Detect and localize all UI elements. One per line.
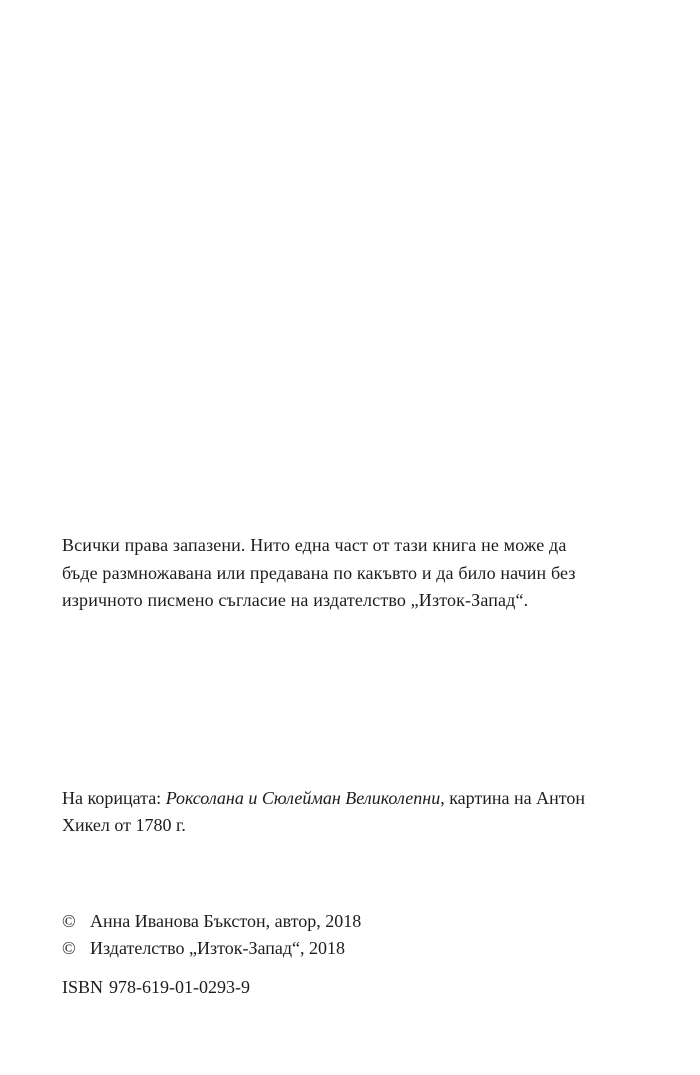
- cover-artwork-title: Роксолана и Сюлейман Великолепни: [165, 788, 441, 808]
- cover-credit-prefix: На корицата:: [62, 788, 166, 808]
- isbn-label: ISBN: [62, 977, 104, 997]
- copyright-symbol: ©: [62, 911, 76, 931]
- isbn-line: [62, 978, 250, 996]
- copyright-author-text: Анна Иванова Бъкстон, автор, 2018: [90, 911, 362, 931]
- copyright-symbol: ©: [62, 938, 76, 958]
- copyright-author: [62, 912, 361, 930]
- rights-notice-line-3: изричното писмено съгласие на издателство „Изток-Запад“.: [62, 590, 529, 610]
- rights-notice-line-2: бъде размножавана или предавана по какъвто и да било начин без: [62, 563, 576, 583]
- cover-credit-suffix: , картина на Антон: [440, 788, 586, 808]
- cover-credit-line-1: [62, 789, 585, 807]
- cover-credit-line-2: Хикел от 1780 г.: [62, 815, 186, 835]
- rights-notice-line-1: Всички права запазени. Нито една част от тази книга не може да: [62, 535, 567, 555]
- copyright-publisher: [62, 939, 345, 957]
- isbn-value: 978-619-01-0293-9: [109, 977, 250, 997]
- copyright-publisher-text: Издателство „Изток-Запад“, 2018: [90, 938, 346, 958]
